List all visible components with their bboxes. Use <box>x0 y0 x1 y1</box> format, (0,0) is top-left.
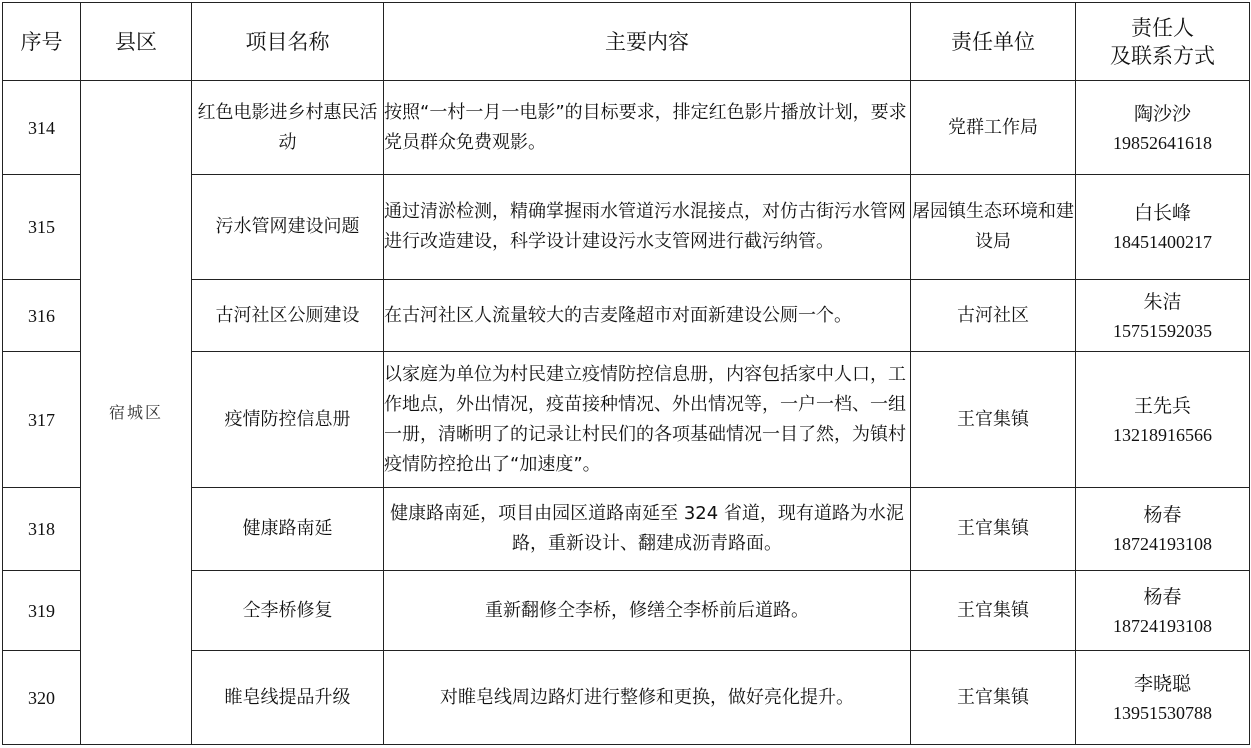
row-project: 睢皂线提品升级 <box>192 651 384 745</box>
project-table <box>2 2 1250 745</box>
person-phone: 15751592035 <box>1113 320 1212 341</box>
header-person <box>1076 3 1250 81</box>
row-person <box>1076 571 1250 651</box>
row-person <box>1076 175 1250 280</box>
header-unit: 责任单位 <box>911 3 1076 81</box>
row-person <box>1076 651 1250 745</box>
row-project: 污水管网建设问题 <box>192 175 384 280</box>
person-name: 杨春 <box>1143 504 1182 526</box>
row-content: 健康路南延，项目由园区道路南延至 324 省道，现有道路为水泥路，重新设计、翻建成沥青路面。 <box>384 488 911 571</box>
row-person <box>1076 280 1250 352</box>
row-content: 通过清淤检测，精确掌握雨水管道污水混接点，对仿古街污水管网进行改造建设，科学设计建设污水支管网进行截污纳管。 <box>384 175 911 280</box>
header-person-line1: 责任人 <box>1131 15 1194 40</box>
person-name: 陶沙沙 <box>1133 102 1191 125</box>
row-project: 红色电影进乡村惠民活动 <box>192 81 384 175</box>
row-person <box>1076 488 1250 571</box>
row-index: 317 <box>3 352 81 488</box>
person-name: 王先兵 <box>1133 394 1191 417</box>
person-phone: 19852641618 <box>1113 132 1212 153</box>
row-project: 健康路南延 <box>192 488 384 571</box>
row-person <box>1076 81 1250 175</box>
row-index: 319 <box>3 571 81 651</box>
row-content: 以家庭为单位为村民建立疫情防控信息册，内容包括家中人口，工作地点，外出情况，疫苗接种情况、外出情况等，一户一档、一组一册，清晰明了的记录让村民们的各项基础情况一目了然，为镇村疫情防控抢出了“加速度”。 <box>384 352 911 488</box>
row-unit: 王官集镇 <box>911 571 1076 651</box>
row-content: 重新翻修仝李桥，修缮仝李桥前后道路。 <box>384 571 911 651</box>
row-unit: 屠园镇生态环境和建设局 <box>911 175 1076 280</box>
row-project: 古河社区公厕建设 <box>192 280 384 352</box>
row-person <box>1076 352 1250 488</box>
person-phone: 13218916566 <box>1113 424 1212 445</box>
header-person-line2: 及联系方式 <box>1110 43 1215 68</box>
row-unit: 王官集镇 <box>911 352 1076 488</box>
person-phone: 13951530788 <box>1113 702 1212 723</box>
row-project: 仝李桥修复 <box>192 571 384 651</box>
row-unit: 古河社区 <box>911 280 1076 352</box>
row-index: 318 <box>3 488 81 571</box>
row-index: 315 <box>3 175 81 280</box>
county-cell: 宿城区 <box>81 81 192 745</box>
person-phone: 18451400217 <box>1113 232 1212 252</box>
row-unit: 党群工作局 <box>911 81 1076 175</box>
row-index: 320 <box>3 651 81 745</box>
row-index: 316 <box>3 280 81 352</box>
row-content: 在古河社区人流量较大的吉麦隆超市对面新建设公厕一个。 <box>384 280 911 352</box>
header-county: 县区 <box>81 3 192 81</box>
person-name: 白长峰 <box>1133 202 1191 224</box>
row-index: 314 <box>3 81 81 175</box>
header-content: 主要内容 <box>384 3 911 81</box>
person-phone: 18724193108 <box>1113 534 1212 554</box>
row-content: 按照“一村一月一电影”的目标要求，排定红色影片播放计划，要求党员群众免费观影。 <box>384 81 911 175</box>
table-row <box>3 81 1250 175</box>
person-name: 朱洁 <box>1143 290 1182 313</box>
row-unit: 王官集镇 <box>911 651 1076 745</box>
person-name: 杨春 <box>1143 585 1182 608</box>
person-name: 李晓聪 <box>1133 672 1191 695</box>
person-phone: 18724193108 <box>1113 615 1212 636</box>
table-header-row <box>3 3 1250 81</box>
row-project: 疫情防控信息册 <box>192 352 384 488</box>
row-unit: 王官集镇 <box>911 488 1076 571</box>
header-index: 序号 <box>3 3 81 81</box>
row-content: 对睢皂线周边路灯进行整修和更换，做好亮化提升。 <box>384 651 911 745</box>
header-project: 项目名称 <box>192 3 384 81</box>
